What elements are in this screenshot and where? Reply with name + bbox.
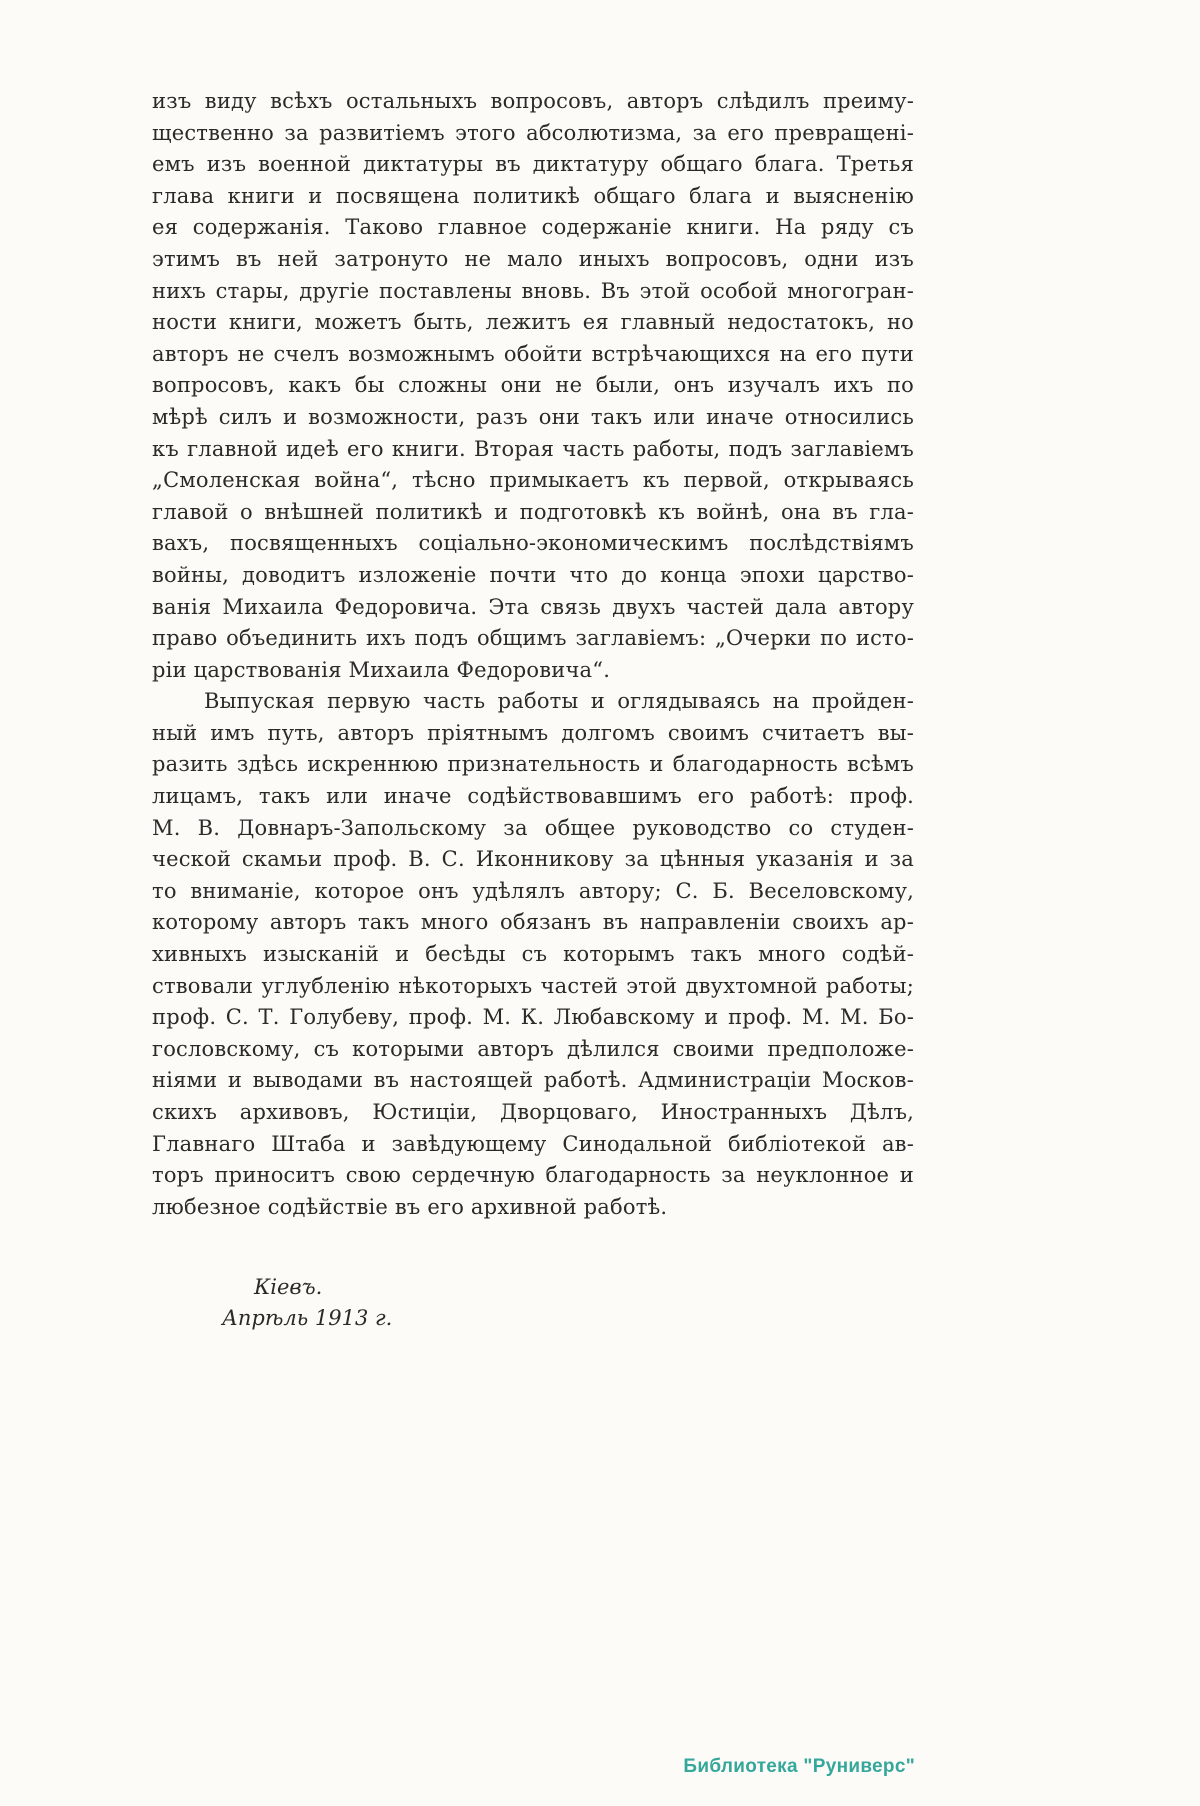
colophon-place: Кіевъ. (254, 1275, 323, 1299)
text-line: изъ виду всѣхъ остальныхъ вопросовъ, авторъ слѣдилъ преиму- (152, 89, 914, 113)
text-line: то вниманіе, которое онъ удѣлялъ автору; С. Б. Веселовскому, (152, 878, 914, 903)
text-line: любезное содѣйствіе въ его архивной работѣ. (152, 1194, 668, 1219)
text-line: которому авторъ такъ много обязанъ въ направленіи своихъ ар- (152, 910, 914, 935)
text-line: ческой скамьи проф. В. С. Иконникову за цѣнныя указанія и за (152, 847, 914, 872)
text-line: хивныхъ изысканій и бесѣды съ которымъ такъ много содѣй- (152, 942, 914, 967)
colophon-date: Апрѣль 1913 г. (222, 1306, 393, 1330)
text-line: Главнаго Штаба и завѣдующему Синодальной библіотекой ав- (152, 1131, 914, 1156)
paragraph (152, 86, 914, 686)
text-line: лицамъ, такъ или иначе содѣйствовавшимъ его работѣ: проф. (152, 784, 914, 809)
text-line: ріи царствованія Михаила Федоровича“. (152, 657, 611, 682)
text-line: этимъ въ ней затронуто не мало иныхъ вопросовъ, одни изъ (152, 246, 914, 271)
text-line: ный имъ путь, авторъ пріятнымъ долгомъ своимъ считаетъ вы- (152, 720, 914, 745)
text-line: ствовали углубленію нѣкоторыхъ частей этой двухтомной работы; (152, 973, 914, 998)
text-line: емъ изъ военной диктатуры въ диктатуру общаго блага. Третья (152, 152, 914, 177)
colophon (222, 1272, 392, 1334)
text-line: ея содержанія. Таково главное содержаніе книги. На ряду съ (152, 215, 914, 240)
paragraph (152, 686, 914, 1223)
text-line: проф. С. Т. Голубеву, проф. М. К. Любавскому и проф. М. М. Бо- (152, 1005, 914, 1030)
text-line: нихъ стары, другіе поставлены вновь. Въ этой особой многогран- (152, 278, 914, 303)
text-line: ности книги, можетъ быть, лежитъ ея главный недостатокъ, но (152, 310, 914, 335)
library-watermark: Библиотека "Руниверс" (683, 1756, 915, 1777)
text-line: войны, доводитъ изложеніе почти что до конца эпохи царство- (152, 562, 914, 587)
text-line: вахъ, посвященныхъ соціально-экономическимъ послѣдствіямъ (152, 531, 914, 556)
text-line: ванія Михаила Федоровича. Эта связь двухъ частей дала автору (152, 594, 914, 619)
text-line: Выпуская первую часть работы и оглядываясь на пройден- (204, 689, 914, 714)
text-line: щественно за развитіемъ этого абсолютизма, за его превращені- (152, 120, 914, 145)
text-line: мѣрѣ силъ и возможности, разъ они такъ или иначе относились (152, 404, 914, 429)
text-line: М. В. Довнаръ-Запольскому за общее руководство со студен- (152, 815, 914, 840)
text-line: право объединить ихъ подъ общимъ заглавіемъ: „Очерки по исто- (152, 626, 914, 651)
text-line: „Смоленская война“, тѣсно примыкаетъ къ первой, открываясь (152, 468, 914, 493)
text-line: ніями и выводами въ настоящей работѣ. Администраціи Москов- (152, 1068, 914, 1093)
text-line: глава книги и посвящена политикѣ общаго блага и выясненію (152, 183, 914, 208)
text-line: вопросовъ, какъ бы сложны они не были, онъ изучалъ ихъ по (152, 373, 914, 398)
text-line: авторъ не счелъ возможнымъ обойти встрѣчающихся на его пути (152, 341, 914, 366)
text-line: разить здѣсь искреннюю признательность и благодарность всѣмъ (152, 752, 914, 777)
text-line: гословскому, съ которыми авторъ дѣлился своими предположе- (152, 1036, 914, 1061)
text-line: главой о внѣшней политикѣ и подготовкѣ къ войнѣ, она въ гла- (152, 499, 914, 524)
text-line: торъ приноситъ свою сердечную благодарность за неуклонное и (152, 1163, 914, 1188)
text-line: скихъ архивовъ, Юстиціи, Дворцоваго, Иностранныхъ Дѣлъ, (152, 1100, 914, 1124)
text-block (152, 86, 914, 1223)
text-line: къ главной идеѣ его книги. Вторая часть работы, подъ заглавіемъ (152, 436, 914, 461)
